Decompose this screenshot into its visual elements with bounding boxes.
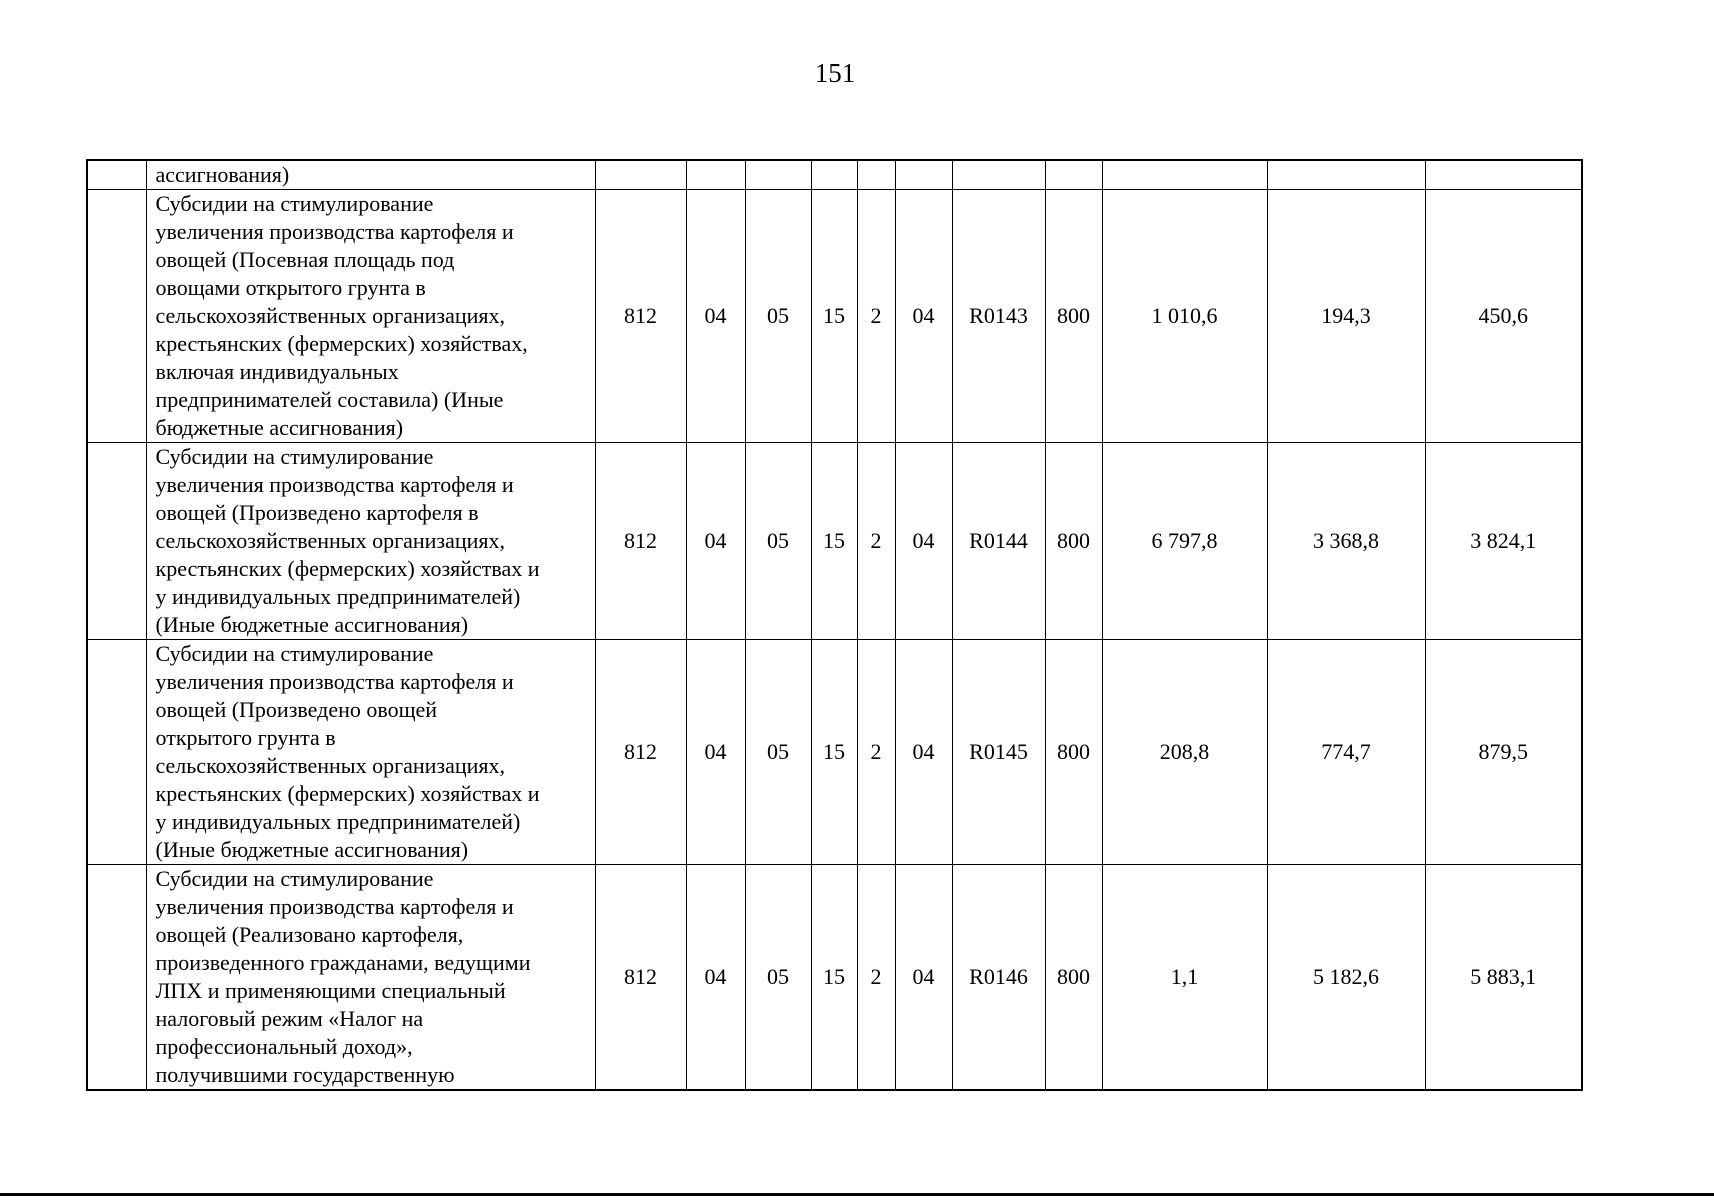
program-code-cell: 15 xyxy=(811,865,857,1091)
amount-2-cell: 194,3 xyxy=(1267,190,1425,443)
direction-code-cell xyxy=(952,160,1045,190)
direction-code-cell: R0143 xyxy=(952,190,1045,443)
program-code-cell: 15 xyxy=(811,443,857,640)
section-code-cell xyxy=(686,160,745,190)
ministry-code-cell: 812 xyxy=(595,865,686,1091)
description-cell: ассигнования) xyxy=(146,160,595,190)
amount-3-cell: 450,6 xyxy=(1425,190,1582,443)
event-code-cell: 04 xyxy=(895,865,952,1091)
event-code-cell: 04 xyxy=(895,443,952,640)
row-number-cell xyxy=(87,443,146,640)
subsection-code-cell: 05 xyxy=(745,640,811,865)
amount-1-cell: 6 797,8 xyxy=(1102,443,1267,640)
subprogram-code-cell: 2 xyxy=(857,190,895,443)
table-row xyxy=(87,640,1582,865)
subsection-code-cell: 05 xyxy=(745,190,811,443)
amount-2-cell: 3 368,8 xyxy=(1267,443,1425,640)
amount-2-cell xyxy=(1267,160,1425,190)
program-code-cell: 15 xyxy=(811,190,857,443)
ministry-code-cell: 812 xyxy=(595,640,686,865)
amount-3-cell: 879,5 xyxy=(1425,640,1582,865)
direction-code-cell: R0146 xyxy=(952,865,1045,1091)
amount-1-cell xyxy=(1102,160,1267,190)
ministry-code-cell: 812 xyxy=(595,443,686,640)
subprogram-code-cell: 2 xyxy=(857,640,895,865)
expense-type-cell xyxy=(1045,160,1102,190)
ministry-code-cell: 812 xyxy=(595,190,686,443)
table-row xyxy=(87,443,1582,640)
page-number: 151 xyxy=(814,58,856,88)
section-code-cell: 04 xyxy=(686,443,745,640)
table-row xyxy=(87,865,1582,1091)
amount-3-cell xyxy=(1425,160,1582,190)
amount-1-cell: 1 010,6 xyxy=(1102,190,1267,443)
amount-3-cell: 3 824,1 xyxy=(1425,443,1582,640)
subprogram-code-cell xyxy=(857,160,895,190)
program-code-cell xyxy=(811,160,857,190)
description-cell: Субсидии на стимулирование увеличения производства картофеля и овощей (Произведено овощей открытого грунта в сельскохозяйственных организациях, крестьянских (фермерских) хозяйствах и у индивидуальных предпринимателей) (Иные бюджетные ассигнования) xyxy=(146,640,595,865)
table-row xyxy=(87,160,1582,190)
subsection-code-cell: 05 xyxy=(745,865,811,1091)
description-cell: Субсидии на стимулирование увеличения производства картофеля и овощей (Произведено картофеля в сельскохозяйственных организациях, крестьянских (фермерских) хозяйствах и у индивидуальных предпринимателей) (Иные бюджетные ассигнования) xyxy=(146,443,595,640)
description-cell: Субсидии на стимулирование увеличения производства картофеля и овощей (Реализовано картофеля, произведенного гражданами, ведущими ЛПХ и применяющими специальный налоговый режим «Налог на профессиональный доход», получившими государственную xyxy=(146,865,595,1091)
row-number-cell xyxy=(87,160,146,190)
page-bottom-edge xyxy=(0,1193,1714,1196)
subsection-code-cell xyxy=(745,160,811,190)
ministry-code-cell xyxy=(595,160,686,190)
expense-type-cell: 800 xyxy=(1045,640,1102,865)
amount-1-cell: 208,8 xyxy=(1102,640,1267,865)
direction-code-cell: R0145 xyxy=(952,640,1045,865)
expense-type-cell: 800 xyxy=(1045,865,1102,1091)
description-cell: Субсидии на стимулирование увеличения производства картофеля и овощей (Посевная площадь под овощами открытого грунта в сельскохозяйственных организациях, крестьянских (фермерских) хозяйствах, включая индивидуальных предпринимателей составила) (Иные бюджетные ассигнования) xyxy=(146,190,595,443)
subsection-code-cell: 05 xyxy=(745,443,811,640)
expense-type-cell: 800 xyxy=(1045,190,1102,443)
row-number-cell xyxy=(87,190,146,443)
subprogram-code-cell: 2 xyxy=(857,443,895,640)
amount-2-cell: 774,7 xyxy=(1267,640,1425,865)
amount-3-cell: 5 883,1 xyxy=(1425,865,1582,1091)
subprogram-code-cell: 2 xyxy=(857,865,895,1091)
row-number-cell xyxy=(87,640,146,865)
amount-1-cell: 1,1 xyxy=(1102,865,1267,1091)
event-code-cell: 04 xyxy=(895,640,952,865)
section-code-cell: 04 xyxy=(686,190,745,443)
program-code-cell: 15 xyxy=(811,640,857,865)
table-row xyxy=(87,190,1582,443)
direction-code-cell: R0144 xyxy=(952,443,1045,640)
event-code-cell xyxy=(895,160,952,190)
event-code-cell: 04 xyxy=(895,190,952,443)
amount-2-cell: 5 182,6 xyxy=(1267,865,1425,1091)
section-code-cell: 04 xyxy=(686,865,745,1091)
row-number-cell xyxy=(87,865,146,1091)
budget-table xyxy=(86,159,1583,1091)
section-code-cell: 04 xyxy=(686,640,745,865)
expense-type-cell: 800 xyxy=(1045,443,1102,640)
